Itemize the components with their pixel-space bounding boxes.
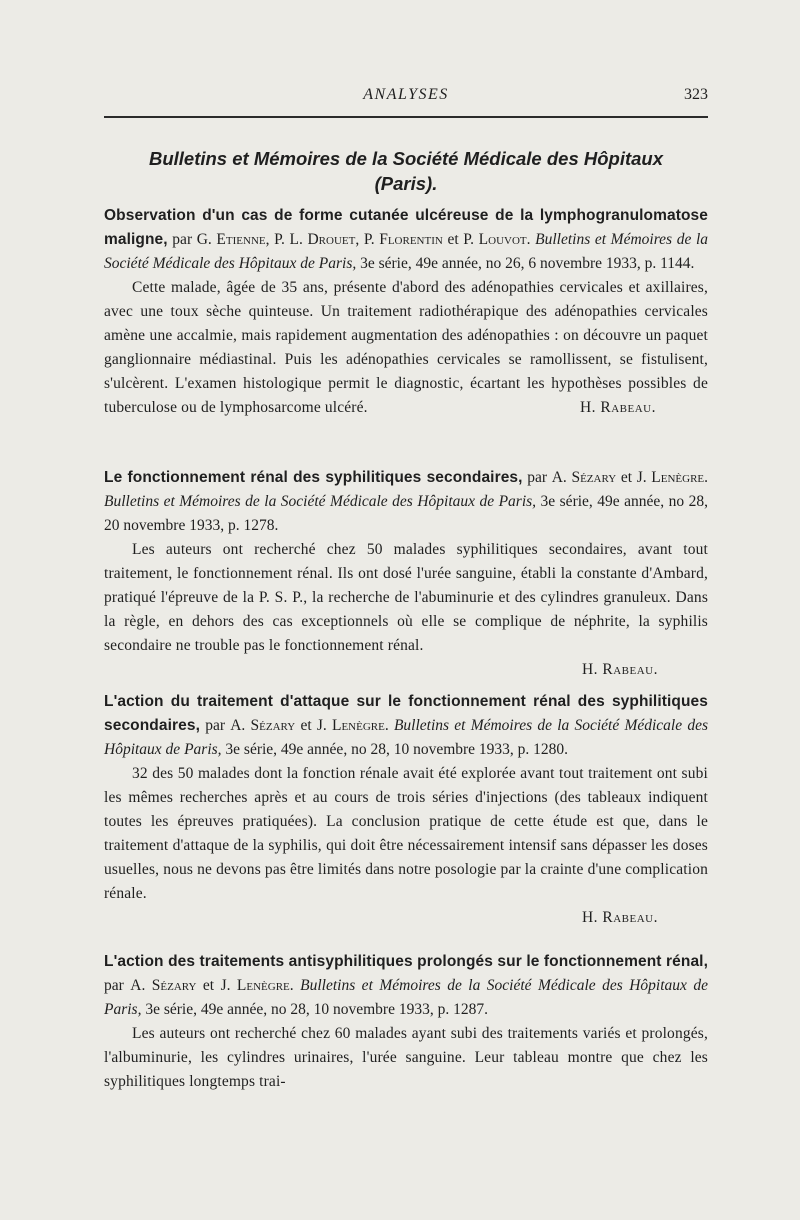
article-1-details: 3e série, 49e année, no 26, 6 novembre 1933, p. 1144. xyxy=(356,255,695,272)
article-4-details: 3e série, 49e année, no 28, 10 novembre 1933, p. 1287. xyxy=(141,1001,488,1018)
journal-title-line-1: Bulletins et Mémoires de la Société Médicale des Hôpitaux xyxy=(148,148,664,169)
article-1-authors: G. Etienne, P. L. Drouet, P. Florentin xyxy=(196,231,443,248)
article-4-by: par xyxy=(104,977,131,994)
article-2 xyxy=(104,466,708,682)
article-1-by: par xyxy=(167,231,197,248)
article-3-journal: Bulletins et Mémoires de la Société Médicale des Hôpitaux de Paris, xyxy=(104,717,709,758)
article-1-body xyxy=(104,276,708,420)
article-4 xyxy=(104,950,708,1094)
article-3-author-last: J. Lenègre. xyxy=(316,717,389,734)
article-3-by: par xyxy=(199,717,231,734)
article-2-title: Le fonctionnement rénal des syphilitiques secondaires, xyxy=(104,469,523,486)
article-3-signature: H. Rabeau. xyxy=(581,909,658,926)
article-2-and: et xyxy=(616,469,637,486)
article-1-author-last: P. Louvot. xyxy=(463,231,531,248)
article-3-and: et xyxy=(295,717,317,734)
article-1-title: Observation d'un cas de forme cutanée ulcéreuse de la lymphogranulomatose maligne, xyxy=(104,207,708,248)
article-4-journal: Bulletins et Mémoires de la Société Médicale des Hôpitaux de Paris, xyxy=(104,977,709,1018)
page-header xyxy=(104,86,708,108)
article-1 xyxy=(104,204,708,420)
article-4-title: L'action des traitements antisyphilitiques prolongés sur le fonctionnement rénal, xyxy=(104,953,708,970)
article-2-by: par xyxy=(522,469,552,486)
article-2-signature: H. Rabeau. xyxy=(581,661,658,678)
article-3 xyxy=(104,690,708,930)
article-1-reference xyxy=(104,204,708,276)
running-title: ANALYSES xyxy=(363,86,449,103)
article-2-journal: Bulletins et Mémoires de la Société Médicale des Hôpitaux de Paris, xyxy=(104,493,537,510)
article-1-journal: Bulletins et Mémoires de la Société Médicale des Hôpitaux de Paris, xyxy=(104,231,709,272)
journal-section-title xyxy=(104,146,708,196)
article-3-title: L'action du traitement d'attaque sur le fonctionnement rénal des syphilitiques secondaires, xyxy=(104,693,708,734)
article-3-body: 32 des 50 malades dont la fonction rénale avait été explorée avant tout traitement ont subi les mêmes recherches après et au cours de trois séries d'injections (des tableaux indiquent toutes les épreuves pratiquées). La conclusion pratique de cette étude est que, dans le traitement d'attaque de la syphilis, qui doit être nécessairement intensif sans dépasser les doses usuelles, nous ne devons pas être limités dans notre posologie par la crainte d'une complication rénale. xyxy=(104,765,708,902)
article-2-authors: A. Sézary xyxy=(551,469,617,486)
journal-title-line-2: (Paris). xyxy=(374,173,438,194)
article-1-signature: H. Rabeau. xyxy=(579,399,656,416)
article-2-details: 3e série, 49e année, no 28, 20 novembre 1933, p. 1278. xyxy=(104,493,708,534)
article-4-reference xyxy=(104,950,708,1022)
article-4-author-last: J. Lenègre. xyxy=(220,977,294,994)
article-4-body: Les auteurs ont recherché chez 60 malades ayant subi des traitements variés et prolongés, l'albuminurie, les cylindres urinaires, l'urée sanguine. Leur tableau montre que chez les syphilitiques longtemps trai- xyxy=(104,1025,708,1090)
article-3-authors: A. Sézary xyxy=(230,717,296,734)
article-2-body: Les auteurs ont recherché chez 50 malades syphilitiques secondaires, avant tout traitement, le fonctionnement rénal. Ils ont dosé l'urée sanguine, établi la constante d'Ambard, pratiqué l'épreuve de la P. S. P., la recherche de l'abuminurie et des cylindres granuleux. Dans la règle, en dehors des cas exceptionnels où elle se complique de néphrite, la syphilis secondaire ne trouble pas le fonctionnement rénal. xyxy=(104,541,708,654)
article-2-author-last: J. Lenègre. xyxy=(636,469,709,486)
article-1-body-text: Cette malade, âgée de 35 ans, présente d'abord des adénopathies cervicales et axillaires, avec une toux sèche quinteuse. Un traitement radiothérapique des adénopathies cervicales amène une accalmie, mais rapidement augmentation des adénopathies : on découvre un paquet ganglionnaire médiastinal. Puis les adénopathies cervicales se ramollissent, se fistulisent, s'ulcèrent. L'examen histologique permit le diagnostic, écartant les hypothèses possibles de tuberculose ou de lymphosarcome ulcéré. xyxy=(104,279,708,416)
article-4-and: et xyxy=(196,977,221,994)
article-3-reference xyxy=(104,690,708,762)
article-3-details: 3e série, 49e année, no 28, 10 novembre 1933, p. 1280. xyxy=(221,741,569,758)
header-rule xyxy=(104,116,708,118)
page-number: 323 xyxy=(684,86,708,103)
article-4-authors: A. Sézary xyxy=(130,977,197,994)
article-1-and: et xyxy=(442,231,464,248)
article-2-reference xyxy=(104,466,708,538)
